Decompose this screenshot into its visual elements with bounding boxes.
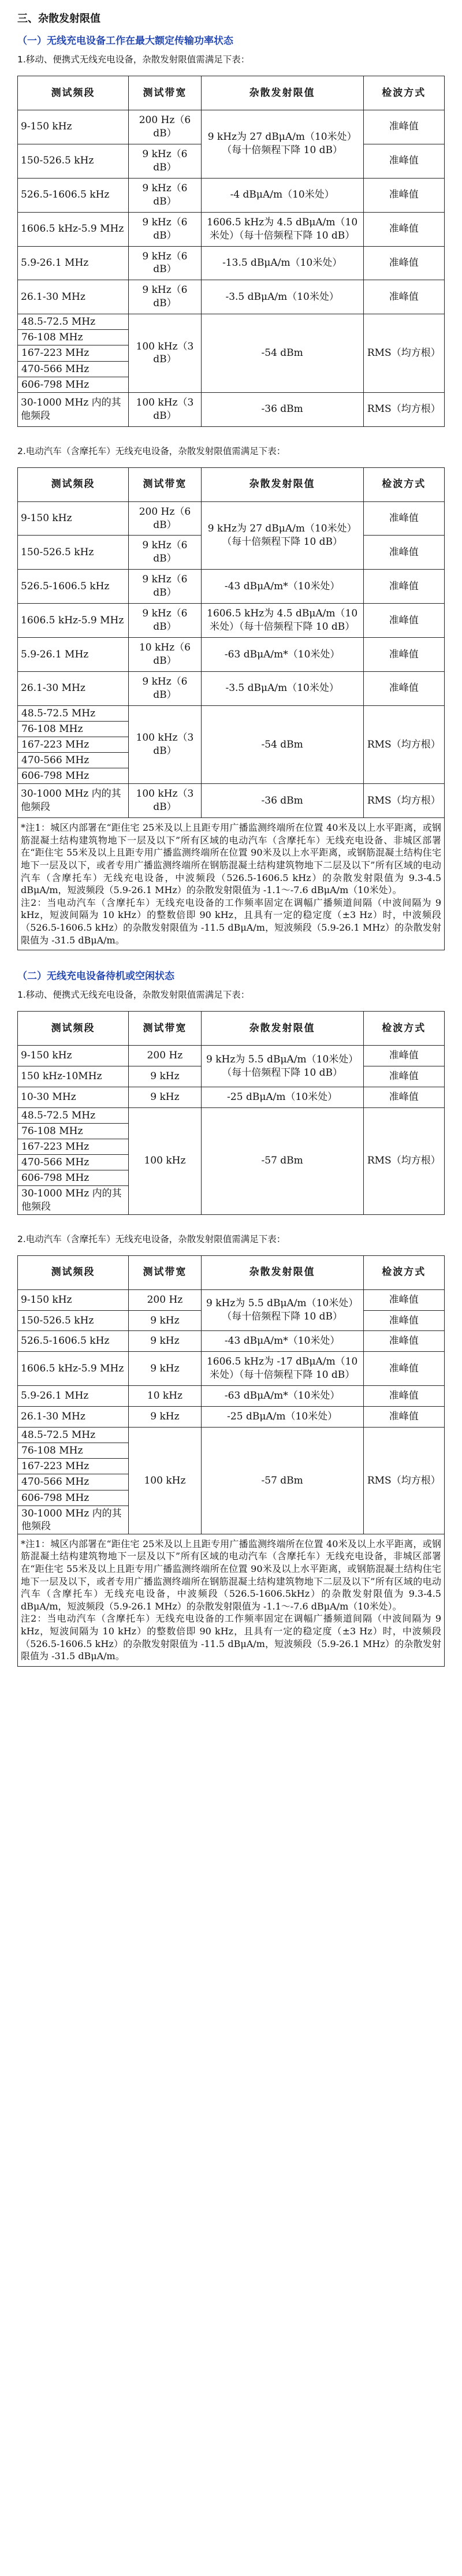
detector-cell: 准峰值 — [363, 1087, 444, 1108]
document-content — [17, 32, 445, 1667]
table-row — [18, 1331, 445, 1352]
band-item: 470-566 MHz — [18, 362, 128, 377]
detector-cell: 准峰值 — [363, 671, 444, 705]
bandwidth-cell: 9 kHz（6 dB） — [129, 178, 202, 212]
band-item: 48.5-72.5 MHz — [18, 1108, 128, 1124]
bandwidth-cell: 100 kHz（3 dB） — [129, 784, 202, 818]
table-row — [18, 671, 445, 705]
bandwidth-cell: 9 kHz — [129, 1407, 202, 1428]
band-item: 167-223 MHz — [18, 345, 128, 361]
limit-cell: -36 dBm — [201, 784, 363, 818]
bandwidth-cell: 10 kHz — [129, 1386, 202, 1407]
note-paragraph: *注1：城区内部署在“距住宅 25米及以上且距专用广播监测终端所在位置 40米及以上水平距离，或钢筋混凝土结构建筑物地下一层及以下”所有区域的电动汽车（含摩托车）无线充电设备、非城区部署在“距住宅 55米及以上且距专用广播监测终端所在位置 90米及以上水平距离，或钢筋混凝土结构住宅地下一层及以下，或者专用广播监测终端所在钢筋混凝土结构建筑物地下二层及以下”所有区域的电动汽车（含摩托车）无线充电设备，中波频段（526.5-1606.5 kHz）的杂散发射限值为 9.3-4.5 dBμA/m，短波频段（5.9-26.1 MHz）的杂散发射限值为 -1.1～-7.6 dBμA/m（10米处）。 — [21, 822, 441, 896]
column-header: 测试频段 — [18, 467, 129, 501]
band-cell-text: 1606.5 kHz-5.9 MHz — [18, 604, 129, 638]
table-row — [18, 570, 445, 604]
bandwidth-cell: 100 kHz — [129, 1428, 202, 1534]
bandwidth-cell: 100 kHz — [129, 1107, 202, 1214]
band-cell-text: 9-150 kHz — [18, 501, 129, 536]
table-intro: 1.移动、便携式无线充电设备，杂散发射限值需满足下表： — [17, 54, 250, 65]
limit-cell: -63 dBμA/m*（10米处） — [201, 638, 363, 672]
spurious-limit-table — [17, 1011, 445, 1214]
limit-cell: -25 dBμA/m（10米处） — [201, 1087, 363, 1108]
band-cell-text: 26.1-30 MHz — [18, 1407, 129, 1428]
band-item: 48.5-72.5 MHz — [18, 314, 128, 330]
bandwidth-cell: 9 kHz（6 dB） — [129, 212, 202, 246]
band-cell-text: 5.9-26.1 MHz — [18, 1386, 129, 1407]
band-cell-text: 526.5-1606.5 kHz — [18, 1331, 129, 1352]
detector-cell: RMS（均方根） — [363, 392, 444, 426]
band-cell-text: 150 kHz-10MHz — [18, 1066, 129, 1087]
band-item: 606-798 MHz — [18, 1170, 128, 1186]
bandwidth-cell: 9 kHz — [129, 1087, 202, 1108]
column-header: 检波方式 — [363, 76, 444, 110]
detector-cell: 准峰值 — [363, 110, 444, 144]
limit-cell: 9 kHz为 27 dBμA/m（10米处）（每十倍频程下降 10 dB） — [201, 110, 363, 179]
bandwidth-cell: 9 kHz — [129, 1331, 202, 1352]
section-title: 三、杂散发射限值 — [17, 13, 100, 25]
limit-cell: 9 kHz为 5.5 dBμA/m（10米处）（每十倍频程下降 10 dB） — [201, 1289, 363, 1331]
limit-cell: 1606.5 kHz为 4.5 dBμA/m（10米处）（每十倍频程下降 10 dB） — [201, 604, 363, 638]
spurious-limit-table — [17, 76, 445, 427]
band-item: 76-108 MHz — [18, 330, 128, 345]
column-header: 测试频段 — [18, 1255, 129, 1289]
detector-cell: 准峰值 — [363, 536, 444, 570]
band-cell-text: 30-1000 MHz 内的其他频段 — [18, 784, 129, 818]
table-row — [18, 392, 445, 426]
band-item: 167-223 MHz — [18, 1139, 128, 1155]
limit-cell: -54 dBm — [201, 705, 363, 783]
table-row — [18, 178, 445, 212]
note-paragraph: 注2：当电动汽车（含摩托车）无线充电设备的工作频率固定在调幅广播频道间隔（中波间隔为 9 kHz，短波间隔为 10 kHz）的整数倍即 90 kHz，且具有一定的稳定度（±3 Hz）时，中波频段（526.5-1606.5 kHz）的杂散发射限值为 -11.5 dBμA/m，短波频段（5.9-26.1 MHz）的杂散发射限值为 -31.5 dBμA/m。 — [21, 897, 441, 946]
band-item: 606-798 MHz — [18, 1490, 128, 1506]
limit-cell: -36 dBm — [201, 392, 363, 426]
detector-cell: 准峰值 — [363, 1289, 444, 1310]
limit-cell: -4 dBμA/m（10米处） — [201, 178, 363, 212]
limit-cell: -43 dBμA/m*（10米处） — [201, 1331, 363, 1352]
column-header: 测试频段 — [18, 1012, 129, 1046]
column-header: 杂散发射限值 — [201, 1012, 363, 1046]
bandwidth-cell: 9 kHz（6 dB） — [129, 671, 202, 705]
table-header-row — [18, 1012, 445, 1046]
detector-cell: 准峰值 — [363, 212, 444, 246]
limit-cell: 9 kHz为 5.5 dBμA/m（10米处）（每十倍频程下降 10 dB） — [201, 1046, 363, 1087]
limit-cell: -57 dBm — [201, 1107, 363, 1214]
detector-cell: 准峰值 — [363, 1046, 444, 1066]
table-intro: 2.电动汽车（含摩托车）无线充电设备，杂散发射限值需满足下表： — [17, 445, 286, 456]
detector-cell: RMS（均方根） — [363, 314, 444, 392]
column-header: 检波方式 — [363, 1255, 444, 1289]
limit-cell: -3.5 dBμA/m（10米处） — [201, 671, 363, 705]
limit-cell: -57 dBm — [201, 1428, 363, 1534]
table-row-grouped — [18, 1428, 445, 1534]
band-item: 30-1000 MHz 内的其他频段 — [21, 1188, 122, 1213]
detector-cell: 准峰值 — [363, 1066, 444, 1087]
band-cell-text: 10-30 MHz — [18, 1087, 129, 1108]
bandwidth-cell: 9 kHz（6 dB） — [129, 570, 202, 604]
subsection-title: （二）无线充电设备待机或空闲状态 — [17, 971, 174, 983]
detector-cell: 准峰值 — [363, 1386, 444, 1407]
band-item: 470-566 MHz — [18, 1474, 128, 1490]
spurious-limit-table — [17, 1255, 445, 1667]
subsection-title: （一）无线充电设备工作在最大额定传输功率状态 — [17, 35, 233, 47]
band-item: 48.5-72.5 MHz — [18, 1428, 128, 1443]
bandwidth-cell: 9 kHz — [129, 1066, 202, 1087]
limit-cell: 1606.5 kHz为 4.5 dBμA/m（10米处）（每十倍频程下降 10 dB） — [201, 212, 363, 246]
table-row — [18, 1386, 445, 1407]
table-row-grouped — [18, 314, 445, 392]
detector-cell: RMS（均方根） — [363, 1107, 444, 1214]
table-notes-row — [18, 1534, 445, 1666]
table-notes-row — [18, 818, 445, 950]
band-cell-text: 150-526.5 kHz — [18, 536, 129, 570]
band-item: 167-223 MHz — [18, 1459, 128, 1474]
limit-cell: -25 dBμA/m（10米处） — [201, 1407, 363, 1428]
table-row — [18, 280, 445, 314]
limit-cell: -13.5 dBμA/m（10米处） — [201, 246, 363, 280]
band-cell-text: 9-150 kHz — [18, 110, 129, 144]
band-cell-text: 26.1-30 MHz — [18, 280, 129, 314]
column-header: 测试带宽 — [129, 467, 202, 501]
note-paragraph: 注2：当电动汽车（含摩托车）无线充电设备的工作频率固定在调幅广播频道间隔（中波间隔为 9 kHz，短波间隔为 10 kHz）的整数倍即 90 kHz，且具有一定的稳定度（±3 Hz）时，中波频段（526.5-1606.5 kHz）的杂散发射限值为 -11.5 dBμA/m，短波频段（5.9-26.1 MHz）的杂散发射限值为 -31.5 dBμA/m。 — [21, 1613, 441, 1662]
table-row — [18, 1352, 445, 1386]
grouped-bands — [18, 1107, 129, 1214]
bandwidth-cell: 200 Hz — [129, 1289, 202, 1310]
band-item: 48.5-72.5 MHz — [18, 706, 128, 722]
bandwidth-cell: 200 Hz（6 dB） — [129, 110, 202, 144]
band-cell-text: 9-150 kHz — [18, 1046, 129, 1066]
table-row — [18, 638, 445, 672]
table-row — [18, 1407, 445, 1428]
column-header: 检波方式 — [363, 467, 444, 501]
bandwidth-cell: 9 kHz（6 dB） — [129, 280, 202, 314]
bandwidth-cell: 9 kHz（6 dB） — [129, 536, 202, 570]
table-row — [18, 1087, 445, 1108]
band-item: 76-108 MHz — [18, 1443, 128, 1459]
table-header-row — [18, 1255, 445, 1289]
band-cell-text: 150-526.5 kHz — [18, 1310, 129, 1331]
table-notes — [18, 1534, 445, 1666]
band-cell-text: 5.9-26.1 MHz — [18, 638, 129, 672]
table-row-grouped — [18, 1107, 445, 1214]
table-row — [18, 1046, 445, 1066]
band-cell-text: 526.5-1606.5 kHz — [18, 178, 129, 212]
bandwidth-cell: 100 kHz（3 dB） — [129, 705, 202, 783]
table-row — [18, 501, 445, 536]
column-header: 测试带宽 — [129, 1012, 202, 1046]
limit-cell: -43 dBμA/m*（10米处） — [201, 570, 363, 604]
detector-cell: 准峰值 — [363, 1331, 444, 1352]
table-row — [18, 604, 445, 638]
detector-cell: RMS（均方根） — [363, 784, 444, 818]
column-header: 测试带宽 — [129, 1255, 202, 1289]
band-cell-text: 5.9-26.1 MHz — [18, 246, 129, 280]
band-item: 470-566 MHz — [18, 1155, 128, 1170]
bandwidth-cell: 100 kHz（3 dB） — [129, 392, 202, 426]
table-row — [18, 212, 445, 246]
detector-cell: RMS（均方根） — [363, 1428, 444, 1534]
limit-cell: -63 dBμA/m*（10米处） — [201, 1386, 363, 1407]
detector-cell: 准峰值 — [363, 501, 444, 536]
band-cell-text: 150-526.5 kHz — [18, 144, 129, 178]
table-row — [18, 246, 445, 280]
band-cell-text: 526.5-1606.5 kHz — [18, 570, 129, 604]
detector-cell: 准峰值 — [363, 570, 444, 604]
table-row — [18, 784, 445, 818]
band-cell-text: 9-150 kHz — [18, 1289, 129, 1310]
table-header-row — [18, 76, 445, 110]
detector-cell: 准峰值 — [363, 638, 444, 672]
limit-cell: 9 kHz为 27 dBμA/m（10米处）（每十倍频程下降 10 dB） — [201, 501, 363, 570]
column-header: 杂散发射限值 — [201, 467, 363, 501]
band-cell-text: 26.1-30 MHz — [18, 671, 129, 705]
limit-cell: -3.5 dBμA/m（10米处） — [201, 280, 363, 314]
bandwidth-cell: 9 kHz — [129, 1352, 202, 1386]
limit-cell: -54 dBm — [201, 314, 363, 392]
column-header: 测试带宽 — [129, 76, 202, 110]
grouped-bands — [18, 314, 129, 392]
table-row — [18, 1289, 445, 1310]
table-header-row — [18, 467, 445, 501]
note-paragraph: *注1：城区内部署在“距住宅 25米及以上且距专用广播监测终端所在位置 40米及以上水平距离，或钢筋混凝土结构建筑物地下一层及以下”所有区域的电动汽车（含摩托车）无线充电设备，非城区部署在“距住宅 55米及以上且距专用广播监测终端所在位置 90米及以上水平距离，或钢筋混凝土结构住宅地下一层及以下，或者专用广播监测终端所在钢筋混凝土结构建筑物地下二层及以下”所有区域的电动汽车（含摩托车）无线充电设备，中波频段（526.5-1606.5kHz）的杂散发射限值为 9.3-4.5 dBμA/m，短波频段（5.9-26.1 MHz）的杂散发射限值为 -1.1～-7.6 dBμA/m（10米处）。 — [21, 1538, 441, 1612]
table-row — [18, 110, 445, 144]
bandwidth-cell: 9 kHz（6 dB） — [129, 144, 202, 178]
spurious-limit-table — [17, 467, 445, 951]
table-row-grouped — [18, 705, 445, 783]
band-item: 76-108 MHz — [18, 722, 128, 737]
band-item: 76-108 MHz — [18, 1124, 128, 1139]
detector-cell: RMS（均方根） — [363, 705, 444, 783]
detector-cell: 准峰值 — [363, 246, 444, 280]
detector-cell: 准峰值 — [363, 1310, 444, 1331]
table-intro: 1.移动、便携式无线充电设备，杂散发射限值需满足下表： — [17, 990, 250, 1001]
bandwidth-cell: 200 Hz（6 dB） — [129, 501, 202, 536]
band-cell-text: 30-1000 MHz 内的其他频段 — [18, 392, 129, 426]
limit-cell: 1606.5 kHz为 -17 dBμA/m（10米处）（每十倍频程下降 10 dB） — [201, 1352, 363, 1386]
column-header: 测试频段 — [18, 76, 129, 110]
bandwidth-cell: 10 kHz（6 dB） — [129, 638, 202, 672]
bandwidth-cell: 200 Hz — [129, 1046, 202, 1066]
table-notes — [18, 818, 445, 950]
bandwidth-cell: 9 kHz — [129, 1310, 202, 1331]
column-header: 检波方式 — [363, 1012, 444, 1046]
grouped-bands — [18, 705, 129, 783]
detector-cell: 准峰值 — [363, 280, 444, 314]
bandwidth-cell: 100 kHz（3 dB） — [129, 314, 202, 392]
band-item: 606-798 MHz — [21, 770, 90, 782]
detector-cell: 准峰值 — [363, 1352, 444, 1386]
band-item: 167-223 MHz — [18, 737, 128, 753]
bandwidth-cell: 9 kHz（6 dB） — [129, 604, 202, 638]
band-cell-text: 1606.5 kHz-5.9 MHz — [18, 1352, 129, 1386]
band-item: 470-566 MHz — [18, 753, 128, 768]
column-header: 杂散发射限值 — [201, 76, 363, 110]
grouped-bands — [18, 1428, 129, 1534]
band-cell-text: 1606.5 kHz-5.9 MHz — [18, 212, 129, 246]
bandwidth-cell: 9 kHz（6 dB） — [129, 246, 202, 280]
detector-cell: 准峰值 — [363, 178, 444, 212]
detector-cell: 准峰值 — [363, 144, 444, 178]
table-intro: 2.电动汽车（含摩托车）无线充电设备，杂散发射限值需满足下表： — [17, 1233, 286, 1244]
band-item: 606-798 MHz — [21, 378, 90, 391]
detector-cell: 准峰值 — [363, 604, 444, 638]
column-header: 杂散发射限值 — [201, 1255, 363, 1289]
detector-cell: 准峰值 — [363, 1407, 444, 1428]
band-item: 30-1000 MHz 内的其他频段 — [21, 1507, 122, 1532]
